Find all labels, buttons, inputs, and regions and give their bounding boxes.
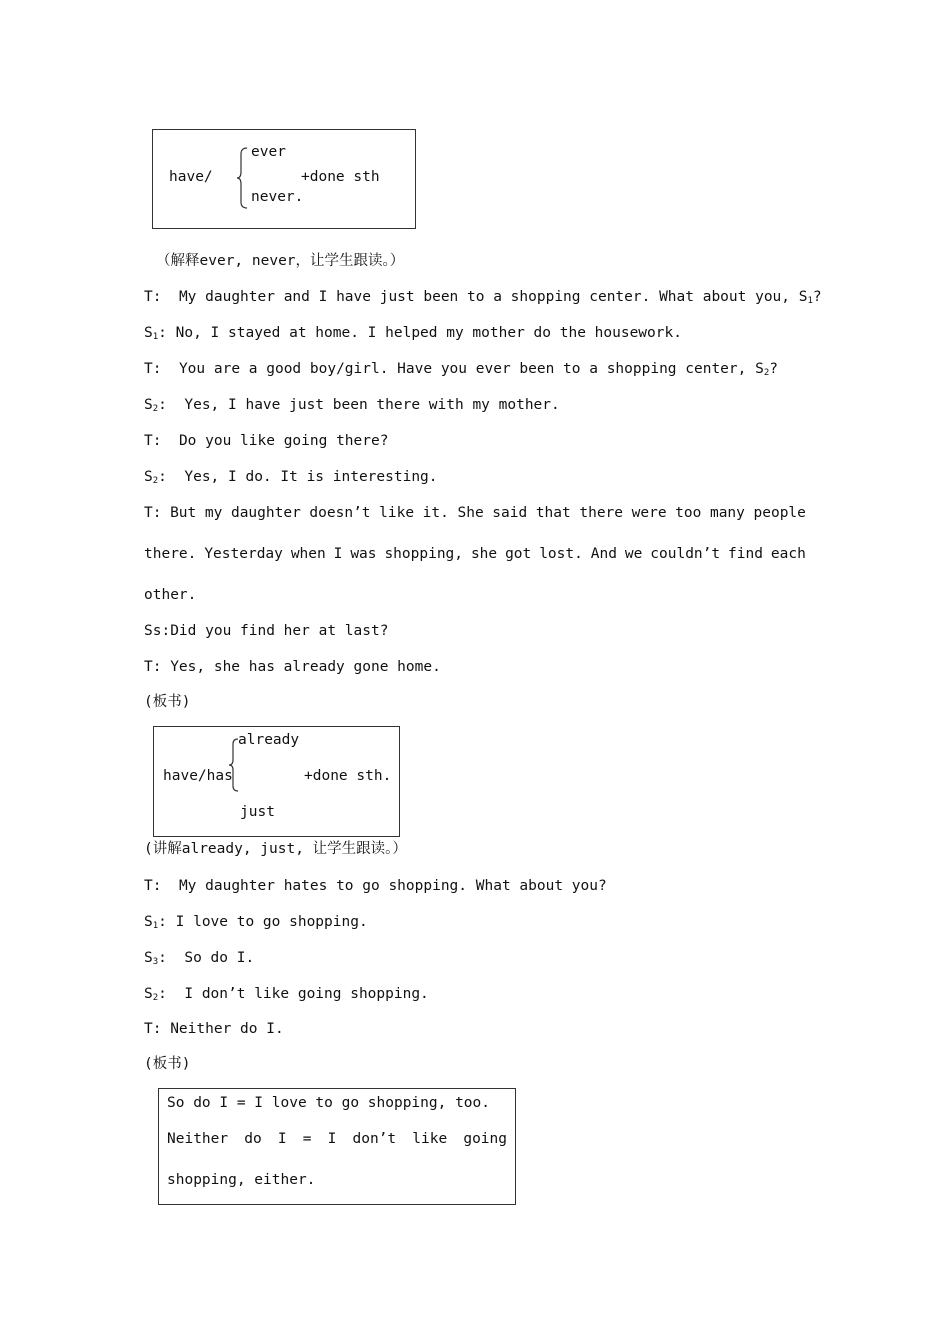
box3-line-3: shopping, either. <box>167 1172 316 1188</box>
box2-just-text: just <box>240 804 275 820</box>
dialogue-line: T: My daughter and I have just been to a shopping center. What about you, $S_1$? <box>144 289 822 306</box>
box3-line-1: So do I = I love to go shopping, too. <box>167 1095 491 1111</box>
note-already-just: (讲解already, just, 让学生跟读。） <box>144 841 407 857</box>
dialogue-line: T: You are a good boy/girl. Have you ever been to a shopping center, $S_2$? <box>144 361 778 378</box>
box2-done-text: +done sth. <box>304 768 392 784</box>
dialogue-line: $S_2$: Yes, I have just been there with my mother. <box>144 397 560 414</box>
dialogue-line: $S_2$: I don’t like going shopping. <box>144 986 429 1003</box>
paragraph-line: T: But my daughter doesn’t like it. She said that there were too many people <box>144 505 806 521</box>
box1-ever-text: ever <box>251 144 286 160</box>
dialogue-line: T: Neither do I. <box>144 1021 284 1037</box>
box1-never-text: never. <box>251 189 304 205</box>
box1-have-text: have/ <box>169 169 213 185</box>
paragraph-line: there. Yesterday when I was shopping, she got lost. And we couldn’t find each <box>144 546 806 562</box>
note-ever-never: （解释ever, never，让学生跟读。） <box>156 253 405 269</box>
dialogue-line: T: Do you like going there? <box>144 433 389 449</box>
dialogue-line: $S_1$: No, I stayed at home. I helped my mother do the housework. <box>144 325 682 342</box>
dialogue-line: $S_3$: So do I. <box>144 950 255 967</box>
dialogue-line: Ss:Did you find her at last? <box>144 623 389 639</box>
grammar-box-so-neither <box>158 1088 516 1205</box>
dialogue-line: T: My daughter hates to go shopping. What about you? <box>144 878 607 894</box>
brace-icon <box>235 146 249 210</box>
grammar-box-already-just <box>153 726 400 837</box>
box2-already-text: already <box>238 732 300 748</box>
dialogue-line: T: Yes, she has already gone home. <box>144 659 441 675</box>
dialogue-line: $S_1$: I love to go shopping. <box>144 914 368 931</box>
box2-have-text: have/has <box>163 768 233 784</box>
paragraph-line: other. <box>144 587 197 603</box>
grammar-box-ever-never <box>152 129 416 229</box>
board-label: (板书) <box>144 1056 191 1072</box>
dialogue-line: $S_2$: Yes, I do. It is interesting. <box>144 469 438 486</box>
box1-done-text: +done sth <box>301 169 380 185</box>
board-label: (板书) <box>144 694 191 710</box>
box3-line-2: Neither do I = I don’t like going <box>167 1131 507 1147</box>
